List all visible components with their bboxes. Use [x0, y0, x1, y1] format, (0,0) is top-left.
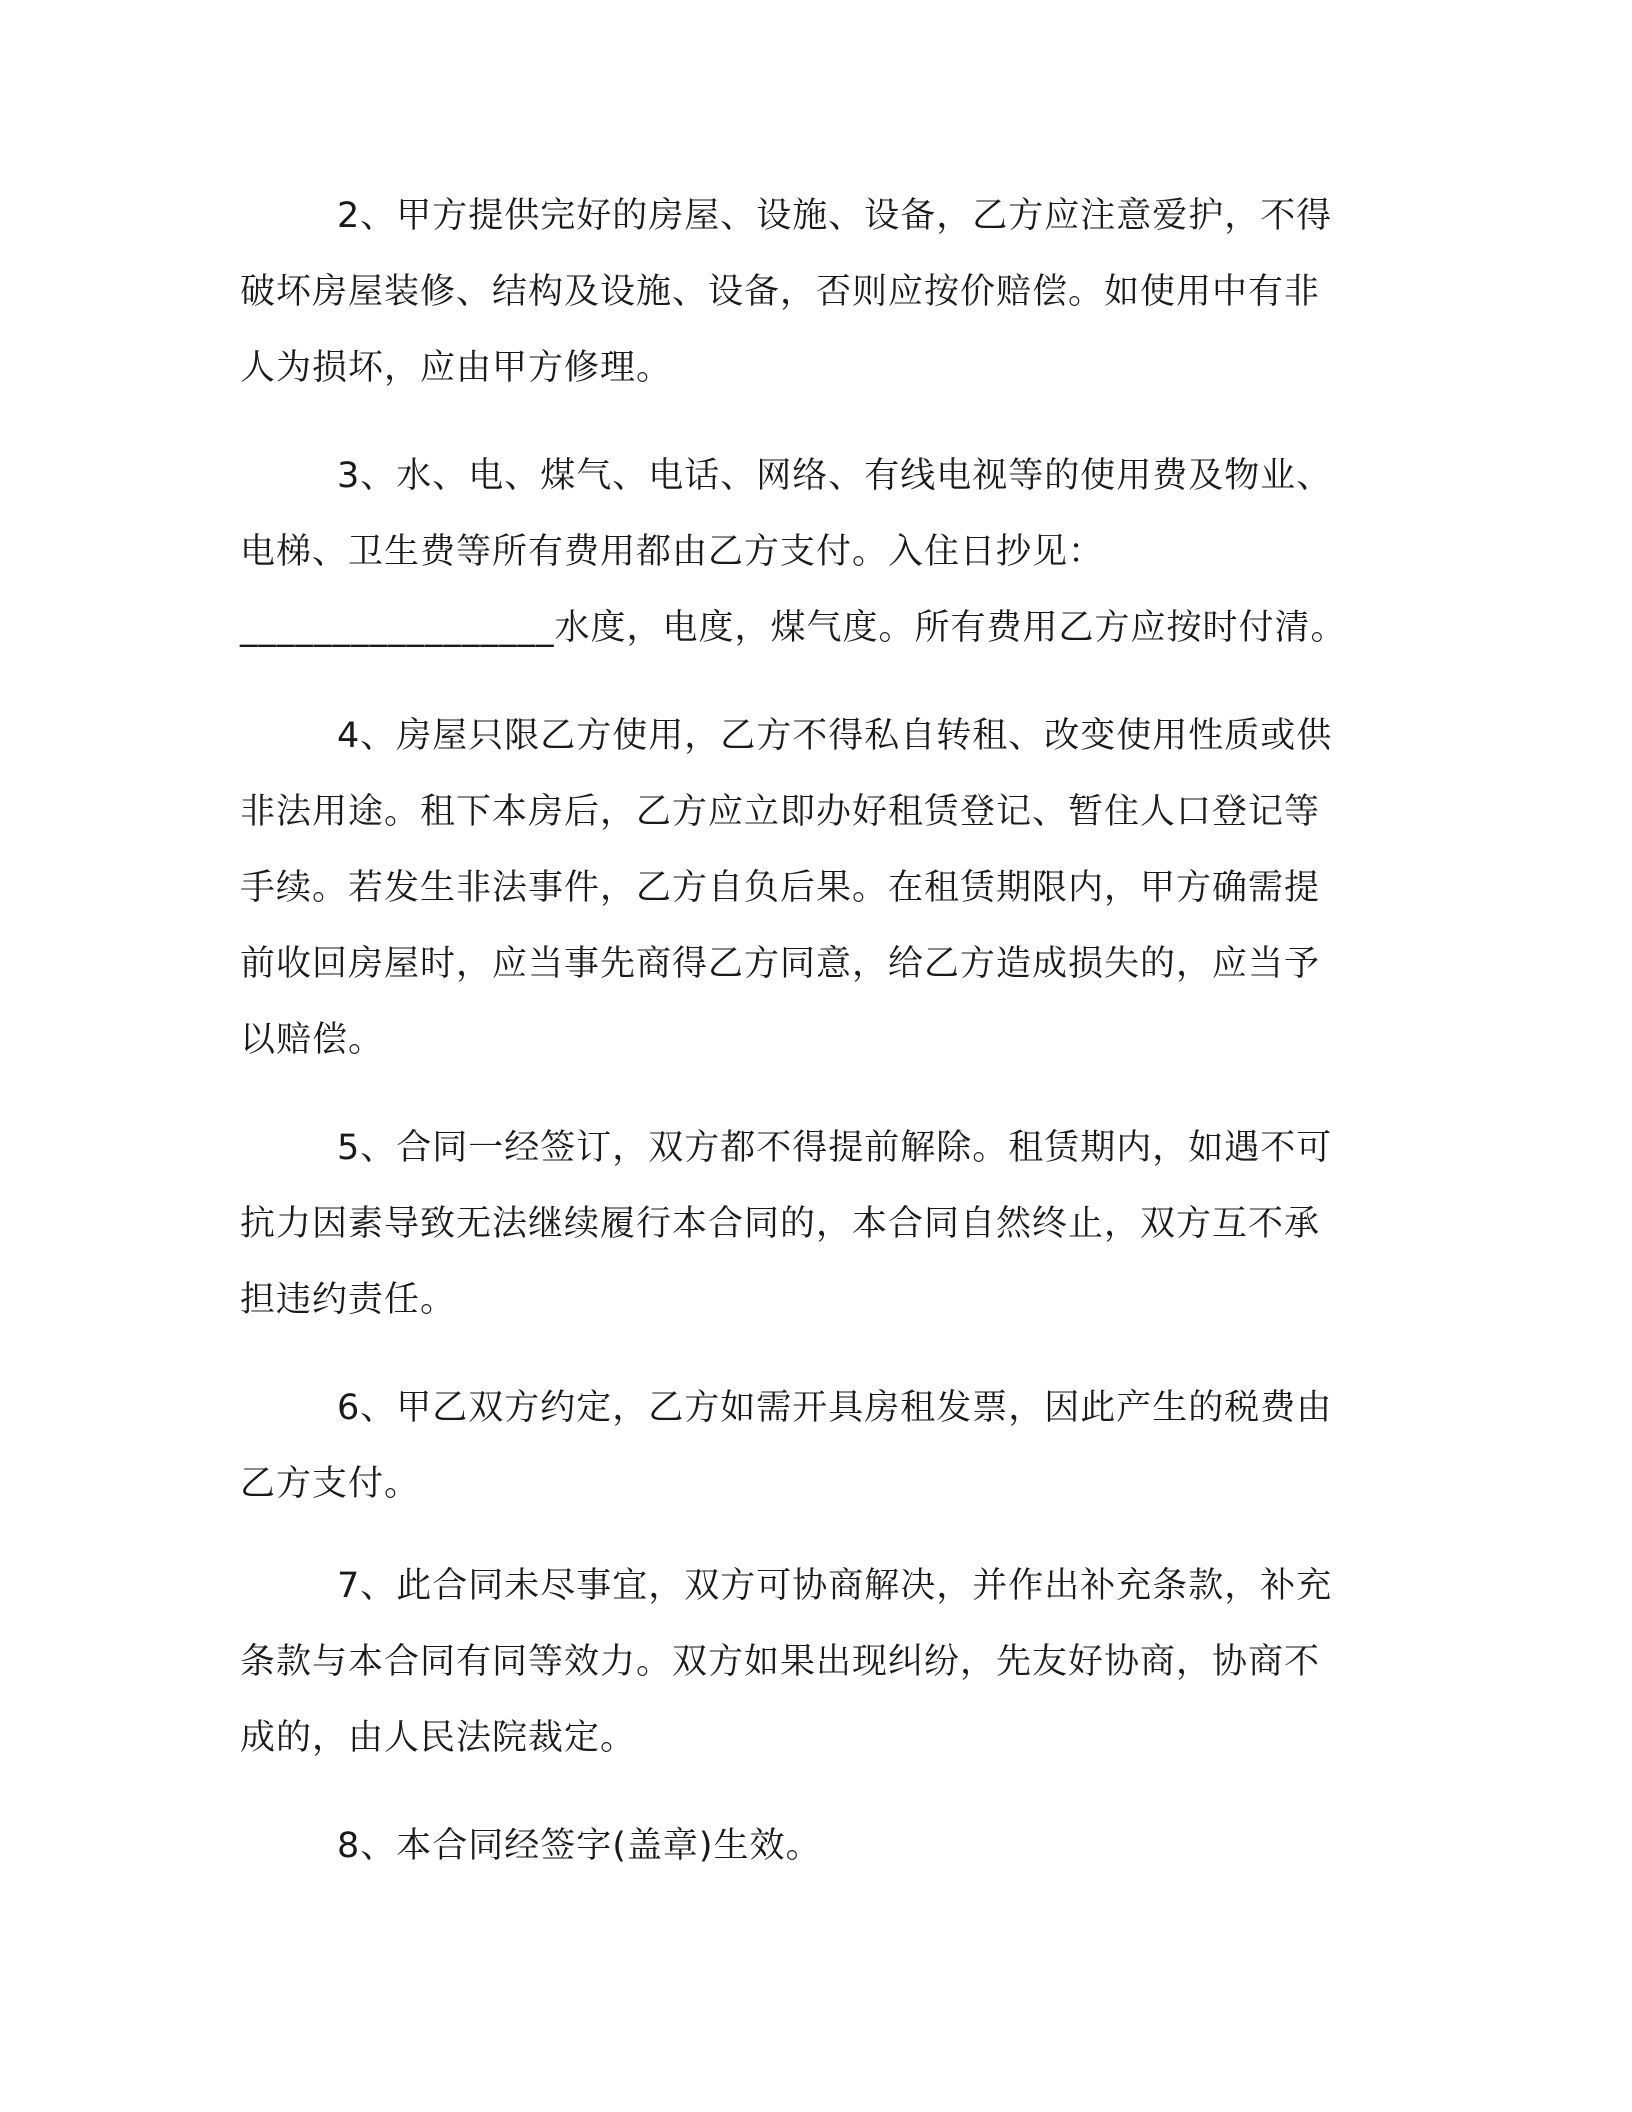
clause-8 [240, 1808, 1420, 1884]
clause-line: 乙方支付。 [240, 1464, 421, 1504]
clause-6 [240, 1370, 1420, 1522]
clause-line: 8、本合同经签字(盖章)生效。 [337, 1826, 822, 1866]
clause-line: 6、甲乙双方约定，乙方如需开具房租发票，因此产生的税费由 [337, 1388, 1333, 1428]
clause-line: 5、合同一经签订，双方都不得提前解除。租赁期内，如遇不可 [337, 1128, 1333, 1168]
clause-line: 2、甲方提供完好的房屋、设施、设备，乙方应注意爱护，不得 [337, 196, 1333, 236]
clause-line: 成的，由人民法院裁定。 [240, 1718, 637, 1758]
clause-line: 人为损坏，应由甲方修理。 [240, 348, 673, 388]
clause-5 [240, 1110, 1420, 1338]
clause-line: 抗力因素导致无法继续履行本合同的，本合同自然终止，双方互不承 [240, 1204, 1321, 1244]
clause-line: 担违约责任。 [240, 1280, 457, 1320]
clause-7 [240, 1548, 1420, 1776]
clause-2 [240, 178, 1420, 406]
clause-line: 7、此合同未尽事宜，双方可协商解决，并作出补充条款，补充 [337, 1566, 1333, 1606]
clause-line: 3、水、电、煤气、电话、网络、有线电视等的使用费及物业、 [337, 456, 1333, 496]
clause-line: 手续。若发生非法事件，乙方自负后果。在租赁期限内，甲方确需提 [240, 868, 1321, 908]
clause-line: 电梯、卫生费等所有费用都由乙方支付。入住日抄见： [240, 532, 1105, 572]
clause-line: _________________水度，电度，煤气度。所有费用乙方应按时付清。 [240, 608, 1347, 648]
clause-line: 破坏房屋装修、结构及设施、设备，否则应按价赔偿。如使用中有非 [240, 272, 1321, 312]
clause-line: 以赔偿。 [240, 1020, 385, 1060]
clause-line: 条款与本合同有同等效力。双方如果出现纠纷，先友好协商，协商不 [240, 1642, 1321, 1682]
clause-4 [240, 698, 1420, 1078]
clause-line: 4、房屋只限乙方使用，乙方不得私自转租、改变使用性质或供 [337, 716, 1333, 756]
clause-3 [240, 438, 1420, 666]
clause-line: 非法用途。租下本房后，乙方应立即办好租赁登记、暂住人口登记等 [240, 792, 1321, 832]
clause-line: 前收回房屋时，应当事先商得乙方同意，给乙方造成损失的，应当予 [240, 944, 1321, 984]
